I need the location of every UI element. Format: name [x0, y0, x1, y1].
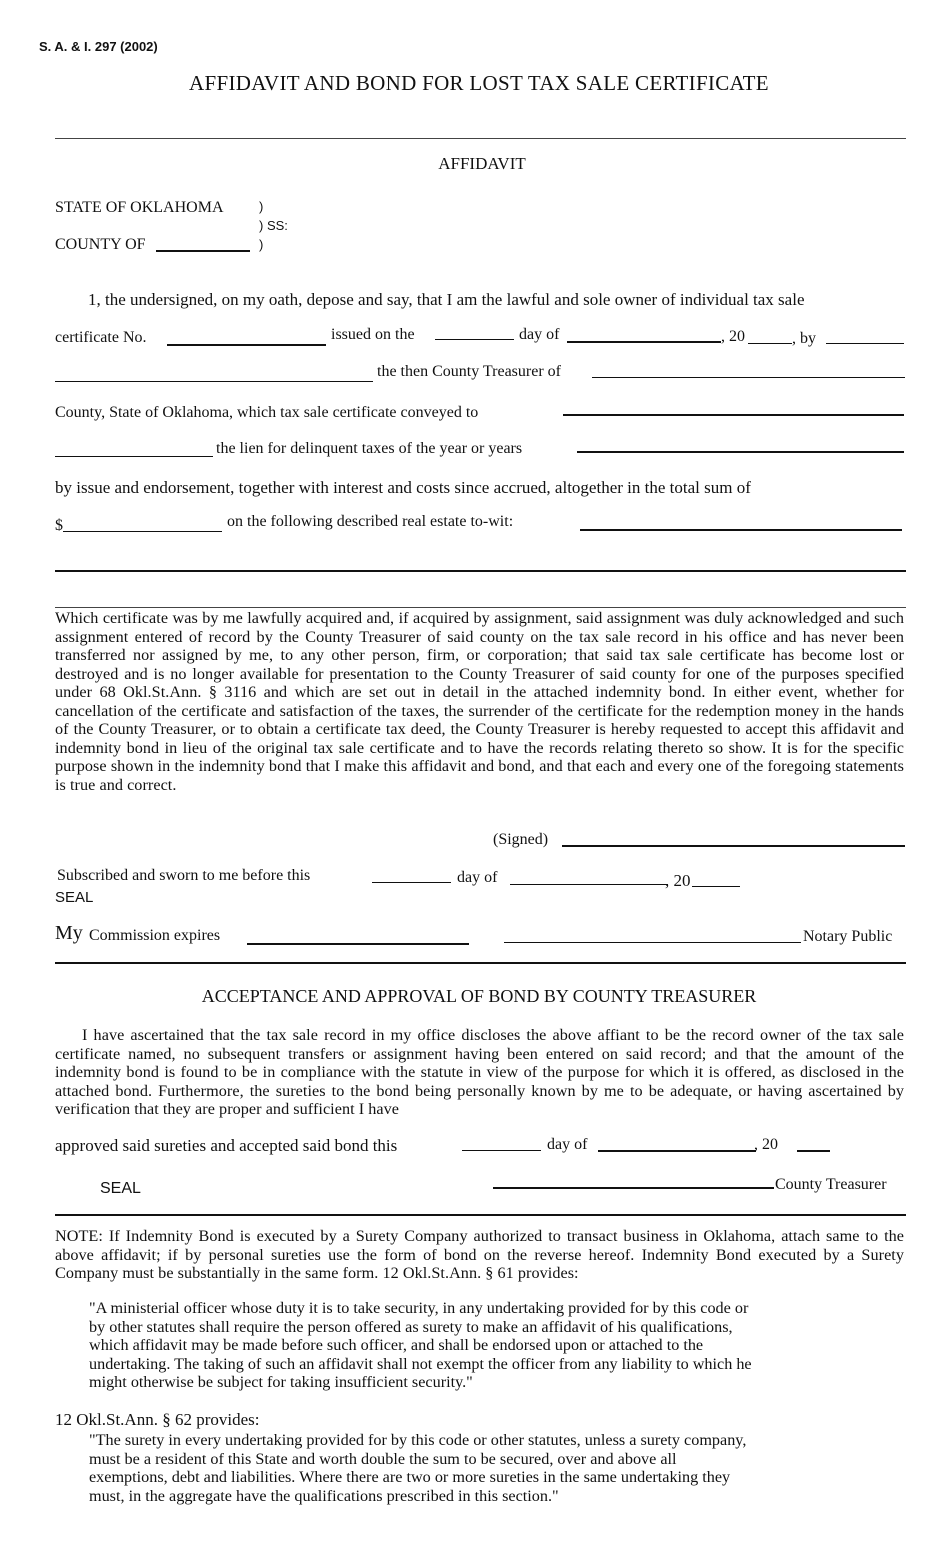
approved-year-field[interactable] — [797, 1150, 830, 1152]
my-label: My — [55, 922, 83, 944]
subscribed-label: Subscribed and sworn to me before this — [57, 867, 311, 884]
dollar-sign: $ — [55, 517, 63, 534]
sworn-month-field[interactable] — [510, 884, 668, 885]
sworn-year-prefix: , 20 — [665, 871, 691, 890]
approved-day-field[interactable] — [462, 1150, 541, 1151]
approved-day-of-label: day of — [547, 1136, 588, 1153]
approved-year-prefix: , 20 — [754, 1136, 778, 1153]
ss-label: ) SS: — [259, 218, 288, 233]
conveyed-to-field[interactable] — [563, 414, 904, 416]
divider — [55, 1214, 906, 1216]
quote-line: must, in the aggregate have the qualifications prescribed in this section." — [89, 1486, 559, 1505]
form-code: S. A. & I. 297 (2002) — [39, 39, 158, 54]
county-field[interactable] — [156, 250, 250, 252]
certificate-number-field[interactable] — [167, 344, 326, 346]
notary-label: Notary Public — [803, 928, 893, 945]
county-label: COUNTY OF — [55, 236, 146, 253]
county-state-label: County, State of Oklahoma, which tax sale certificate conveyed to — [55, 404, 479, 421]
paren: ) — [259, 237, 264, 252]
quote-line: by other statutes shall require the person offered as surety to make an affidavit of his qualifications, — [89, 1317, 733, 1336]
treasurer-signature-field[interactable] — [493, 1187, 774, 1189]
treasurer-label: County Treasurer — [775, 1176, 887, 1193]
quote-line: must be a resident of this State and worth double the sum to be secured, over and above all — [89, 1449, 677, 1468]
conveyed-to-field-2[interactable] — [55, 456, 213, 457]
divider — [55, 962, 906, 964]
oath-line: 1, the undersigned, on my oath, depose and say, that I am the lawful and sole owner of individual tax sale — [88, 290, 805, 309]
notary-signature-field[interactable] — [504, 942, 801, 943]
legal-description-field-2[interactable] — [55, 570, 906, 572]
issued-by-field[interactable] — [826, 343, 904, 344]
issued-year-field[interactable] — [748, 343, 792, 344]
year-prefix: , 20 — [721, 328, 745, 345]
then-treasurer-label: the then County Treasurer of — [377, 363, 561, 380]
quote-62 — [89, 1431, 746, 1505]
sworn-day-of-label: day of — [457, 869, 498, 886]
by-label: , by — [792, 330, 816, 347]
quote-line: undertaking. The taking of such an affidavit shall not exempt the officer from any liability to which he — [89, 1354, 752, 1373]
quote-line: which affidavit may be made before such officer, and shall be endorsed upon or attached to the — [89, 1336, 704, 1354]
endorsement-line: by issue and endorsement, together with interest and costs since accrued, altogether in the total sum of — [55, 478, 751, 497]
acceptance-body: I have ascertained that the tax sale record in my office discloses the above affiant to be the record owner of the tax sale certificate named, no subsequent transfers or assignment having been entered on said record; and that the amount of the indemnity bond is found to be in compliance with the statute in view of the purpose for which it is offered, as disclosed in the attached bond. Furthermore, the sureties to the bond being personally known by me to be adequate, or having ascertained by verification that they are proper and sufficient I have — [55, 1026, 904, 1118]
approved-month-field[interactable] — [598, 1150, 756, 1152]
legal-description-field[interactable] — [580, 529, 902, 531]
quote-line: "A ministerial officer whose duty it is to take security, in any undertaking provided for by this code or — [89, 1299, 749, 1317]
treasurer-county-field[interactable] — [592, 377, 905, 378]
quote-line: "The surety in every undertaking provided for by this code or other statutes, unless a surety company, — [89, 1431, 747, 1449]
lien-label: the lien for delinquent taxes of the year or years — [216, 440, 523, 457]
divider — [55, 138, 906, 139]
commission-label: Commission expires — [89, 927, 221, 944]
signed-label: (Signed) — [493, 831, 549, 848]
section-62-label: 12 Okl.St.Ann. § 62 provides: — [55, 1410, 260, 1429]
sworn-day-field[interactable] — [372, 882, 451, 883]
approved-label: approved said sureties and accepted said bond this — [55, 1136, 398, 1155]
acceptance-heading: ACCEPTANCE AND APPROVAL OF BOND BY COUNTY TREASURER — [201, 986, 757, 1006]
page-title: AFFIDAVIT AND BOND FOR LOST TAX SALE CERTIFICATE — [189, 71, 769, 95]
divider — [55, 607, 906, 608]
issued-month-field[interactable] — [567, 341, 721, 343]
note-text: NOTE: If Indemnity Bond is executed by a Surety Company authorized to transact business in Oklahoma, attach same to the above affidavit; if by personal sureties use the form of bond on the reverse hereof. Indemnity Bond executed by a Surety Company must be substantially in the same form. 12 Okl.St.Ann. § 61 provides: — [55, 1227, 904, 1282]
quote-61 — [89, 1299, 752, 1392]
quote-line: might otherwise be subject for taking insufficient security." — [89, 1373, 473, 1391]
seal-label: SEAL — [55, 889, 94, 906]
commission-expires-field[interactable] — [247, 943, 469, 945]
affidavit-body: Which certificate was by me lawfully acquired and, if acquired by assignment, said assignment was duly acknowledged and such assignment entered of record by the County Treasurer of said county on the tax sale record in his office and has never been transferred nor assigned by me, to any other person, firm, or corporation; that said tax sale certificate has become lost or destroyed and is no longer available for presentation to the County Treasurer of said county for one of the purposes specified under 68 Okl.St.Ann. § 3116 and which are set out in detail in the attached indemnity bond. In either event, whether for cancellation of the certificate and satisfaction of the taxes, the surrender of the certificate for the redemption money in the hands of the County Treasurer, or to obtain a certificate tax deed, the County Treasurer is hereby requested to accept this affidavit and indemnity bond in lieu of the original tax sale certificate and to have the records relating thereto so show. It is for the specific purpose shown in the indemnity bond that I make this affidavit and bond, and that each and every one of the foregoing statements is true and correct. — [55, 609, 904, 794]
quote-line: exemptions, debt and liabilities. Where there are two or more sureties in the same undertaking they — [89, 1468, 731, 1486]
day-of-label: day of — [519, 326, 560, 343]
issued-on-label: issued on the — [331, 326, 415, 343]
issued-day-field[interactable] — [435, 339, 514, 340]
treasurer-seal-label: SEAL — [100, 1180, 141, 1197]
affidavit-heading: AFFIDAVIT — [438, 154, 526, 173]
cert-no-label: certificate No. — [55, 329, 147, 346]
sworn-year-field[interactable] — [692, 886, 740, 887]
total-sum-field[interactable] — [63, 531, 222, 532]
paren: ) — [259, 199, 264, 214]
tax-years-field[interactable] — [577, 451, 904, 453]
treasurer-name-field[interactable] — [55, 381, 373, 382]
state-label: STATE OF OKLAHOMA — [55, 199, 224, 216]
signature-field[interactable] — [562, 845, 905, 847]
described-label: on the following described real estate to-wit: — [227, 513, 514, 530]
